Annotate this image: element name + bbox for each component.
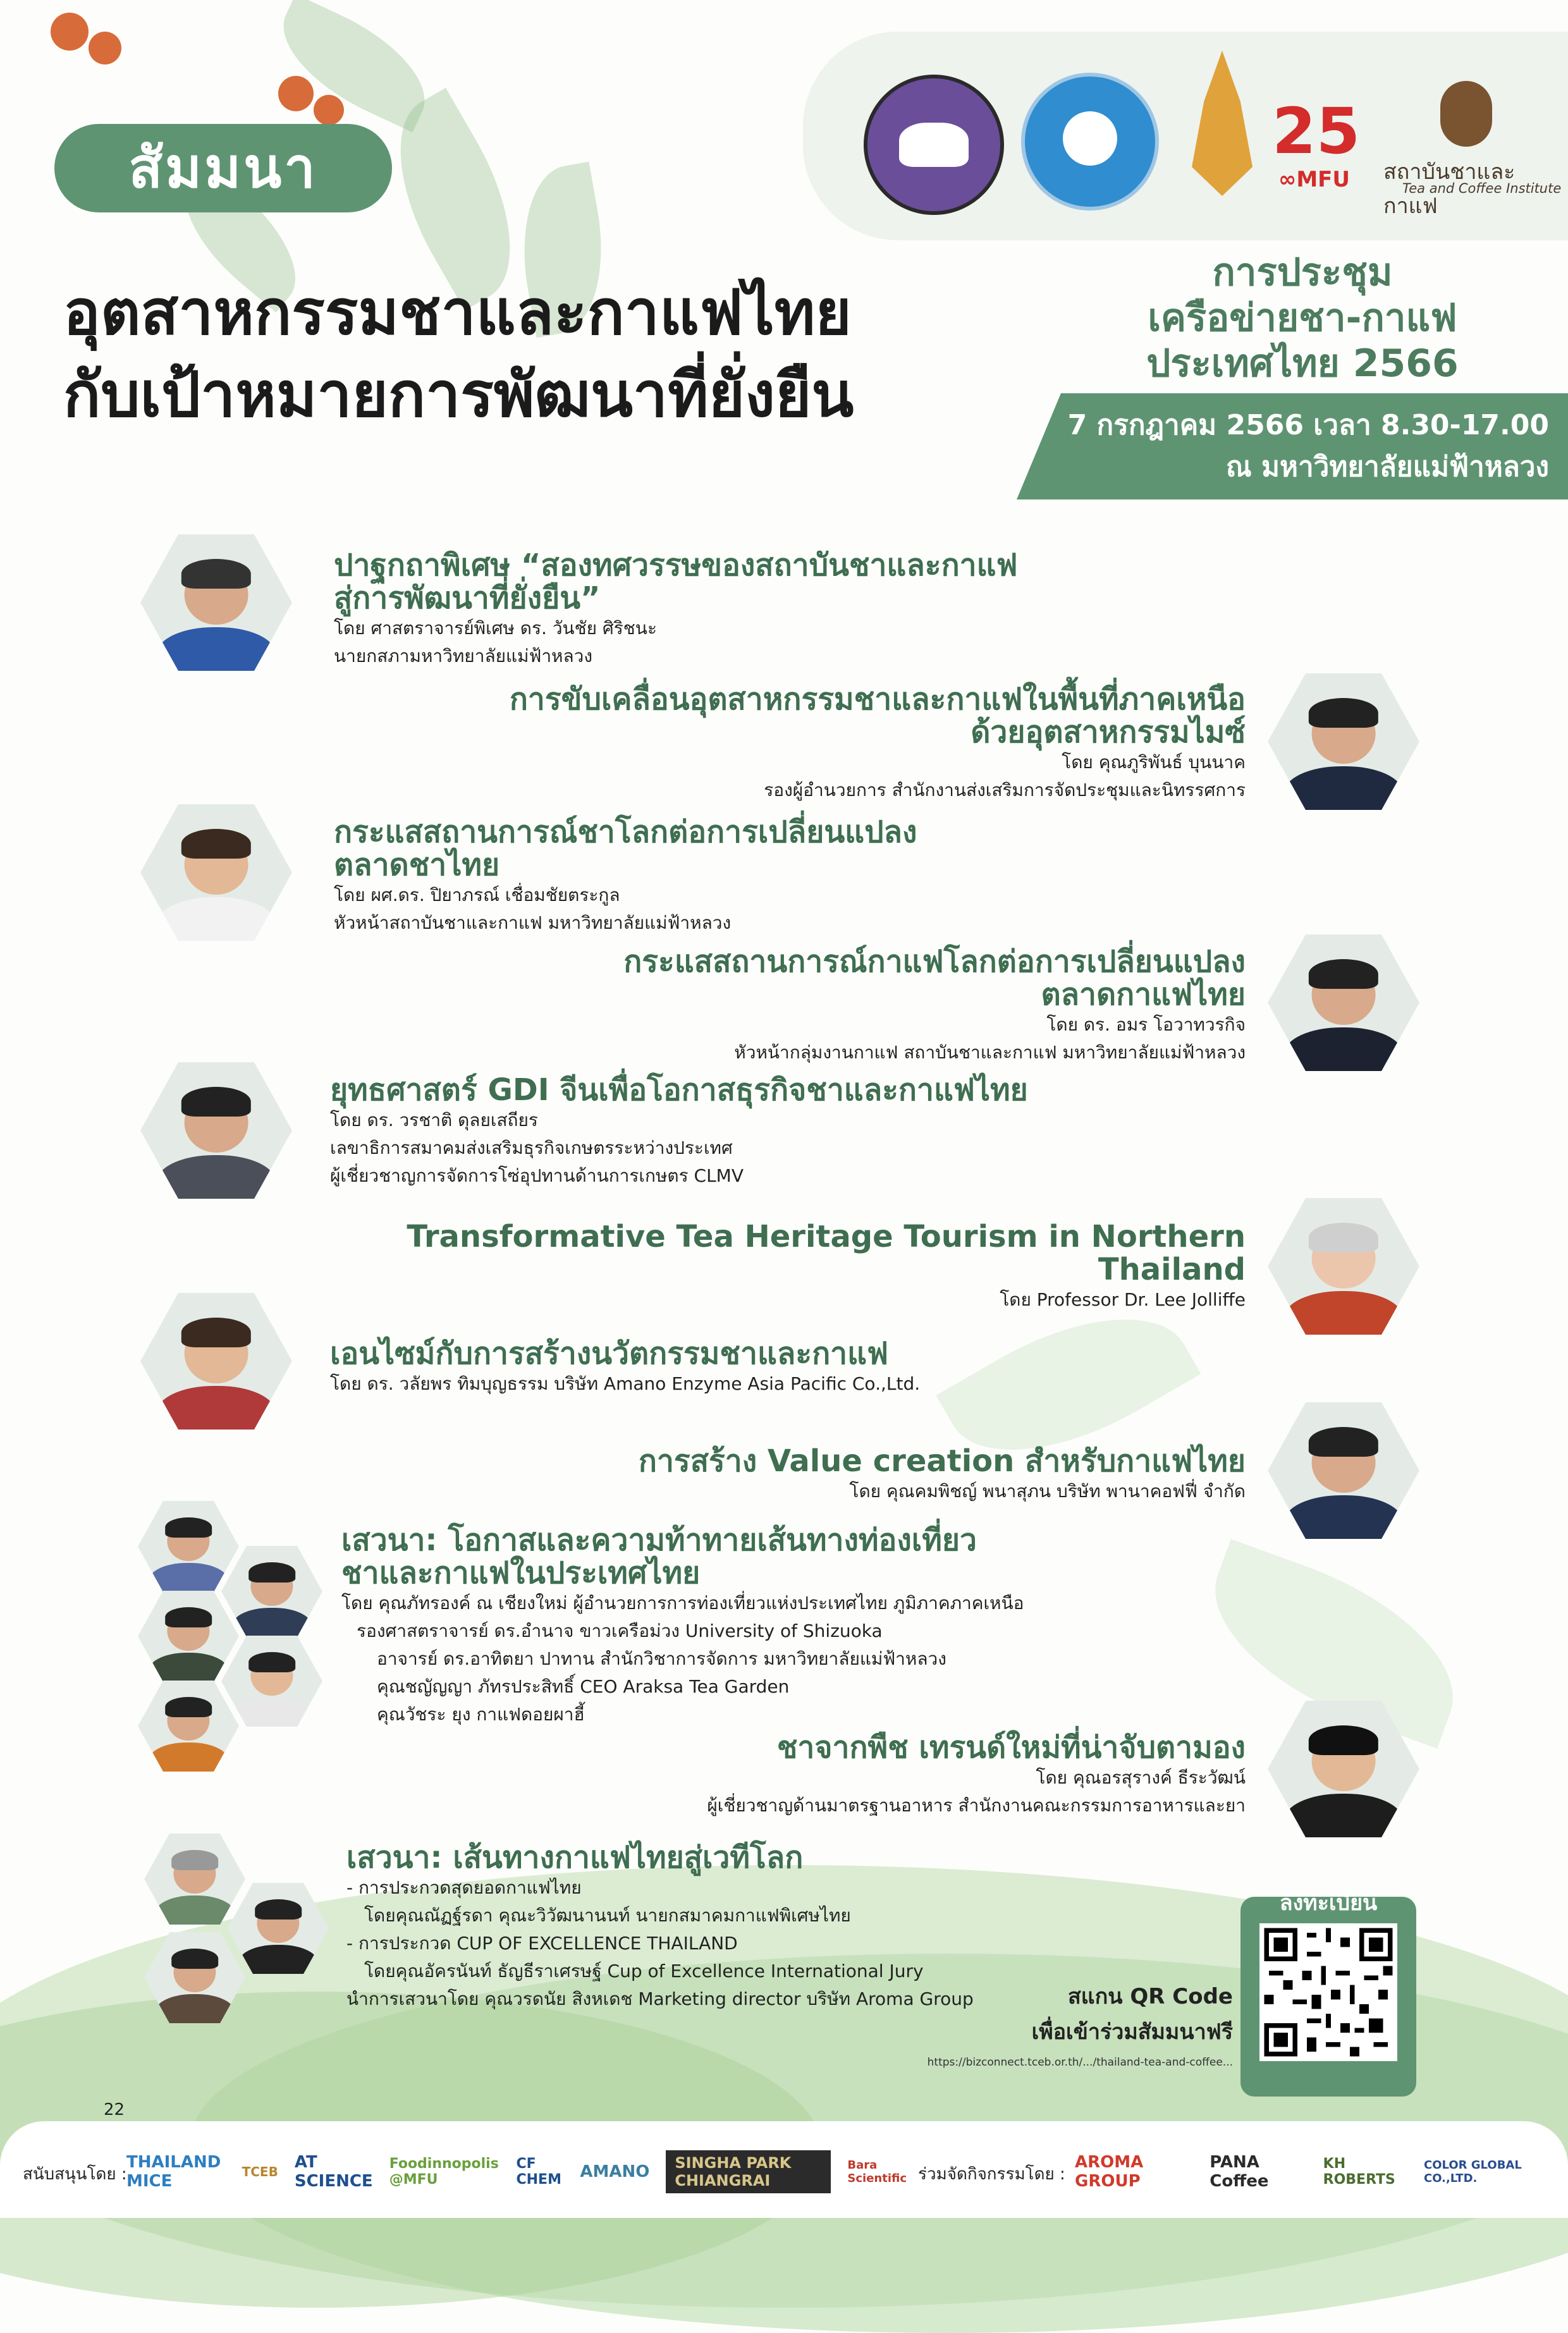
tci-thai-name: สถาบันชาและกาแฟ <box>1383 159 1516 219</box>
supported-by-label: สนับสนุนโดย : <box>23 2165 127 2184</box>
sponsor-logo: THAILAND MICE <box>126 2153 221 2191</box>
panelist-line: โดยคุณอัครนันท์ ธัญธีราเศรษฐ์ Cup of Excellence International Jury <box>364 1961 924 1981</box>
speaker-name: โดย ศาสตราจารย์พิเศษ ดร. วันชัย ศิริชนะ <box>334 618 657 639</box>
registration-label: ลงทะเบียน <box>1279 1890 1378 1916</box>
session-enzyme <box>330 1337 920 1398</box>
session-title: เสวนา: โอกาสและความท้าทายเส้นทางท่องเที่ยว <box>341 1522 977 1558</box>
speaker-photo <box>1268 1198 1419 1335</box>
sponsor-logo: PANA Coffee <box>1210 2153 1269 2191</box>
speaker-photo <box>1268 673 1419 810</box>
session-title: เอนไซม์กับการสร้างนวัตกรรมชาและกาแฟ <box>330 1336 889 1371</box>
session-title: การสร้าง Value creation สำหรับกาแฟไทย <box>638 1443 1246 1479</box>
speaker-photo <box>140 1062 292 1199</box>
speaker-photo <box>1268 934 1419 1071</box>
coffee-berry-decoration <box>89 32 121 64</box>
panelist-photo <box>144 1834 245 1925</box>
session-title: Transformative Tea Heritage Tourism in Northern <box>407 1219 1246 1254</box>
session-world-coffee <box>623 945 1246 1067</box>
speaker-photo <box>1268 1402 1419 1539</box>
panelist-line: - การประกวด CUP OF EXCELLENCE THAILAND <box>346 1933 738 1954</box>
page-title: อุตสาหกรรมชาและกาแฟไทย กับเป้าหมายการพัฒนาที่ยั่งยืน <box>63 277 854 431</box>
session-plant-tea <box>707 1731 1246 1820</box>
sponsor-logo: CF CHEM <box>516 2156 561 2188</box>
sponsor-logo: Bara Scientific <box>847 2158 907 2185</box>
panelist-photo <box>221 1546 322 1637</box>
coffee-berry-decoration <box>314 95 344 125</box>
speaker-name: โดย Professor Dr. Lee Jolliffe <box>1000 1289 1246 1310</box>
conference-title: การประชุม เครือข่ายชา-กาแฟ ประเทศไทย 2566 <box>1146 250 1459 386</box>
sponsor-logo: AROMA GROUP <box>1075 2153 1144 2191</box>
sponsor-logo: TCEB <box>242 2164 278 2179</box>
speaker-name: โดย ผศ.ดร. ปิยาภรณ์ เชื่อมชัยตระกูล <box>334 885 620 905</box>
sponsor-logo: Foodinnopolis @MFU <box>389 2156 499 2188</box>
session-title: ตลาดชาไทย <box>334 847 500 883</box>
panelist-line: รองศาสตราจารย์ ดร.อำนาจ ขาวเครือม่วง University of Shizuoka <box>357 1620 883 1641</box>
session-panel-world-stage <box>346 1841 974 2013</box>
date-venue: 7 กรกฎาคม 2566 เวลา 8.30-17.00 ณ มหาวิทยาลัยแม่ฟ้าหลวง <box>1067 409 1549 483</box>
panelist-line: - การประกวดสุดยอดกาแฟไทย <box>346 1877 582 1898</box>
speaker-position: ผู้เชี่ยวชาญด้านมาตรฐานอาหาร สำนักงานคณะกรรมการอาหารและยา <box>707 1795 1246 1816</box>
speaker-name: โดย ดร. วรชาติ ดุลยเสถียร <box>330 1110 538 1130</box>
ministry-of-tourism-logo <box>1021 73 1159 211</box>
speaker-photo <box>140 804 292 941</box>
mfu-25-logo: 25 <box>1272 94 1361 168</box>
panelist-line: อาจารย์ ดร.อาทิตยา ปาทาน สำนักวิชาการจัดการ มหาวิทยาลัยแม่ฟ้าหลวง <box>377 1648 946 1669</box>
panelist-line: คุณวัชระ ยุง กาแฟดอยผาฮี้ <box>377 1704 585 1725</box>
speaker-name: โดย คุณคมพิชญ์ พนาสุภน บริษัท พานาคอฟฟี่ จำกัด <box>849 1481 1246 1502</box>
session-title: สู่การพัฒนาที่ยั่งยืน” <box>334 580 601 616</box>
speaker-position: หัวหน้าสถาบันชาและกาแฟ มหาวิทยาลัยแม่ฟ้าหลวง <box>334 912 732 933</box>
sponsor-logo: KH ROBERTS <box>1323 2156 1395 2188</box>
session-title: ตลาดกาแฟไทย <box>1041 977 1246 1012</box>
session-keynote <box>334 549 1018 670</box>
speaker-name: โดย คุณอรสุรางค์ ธีระวัฒน์ <box>1036 1767 1246 1788</box>
sponsor-logo: AT SCIENCE <box>294 2153 373 2191</box>
speaker-name: โดย ดร. อมร โอวาทวรกิจ <box>1046 1014 1246 1035</box>
session-title: ปาฐกถาพิเศษ “สองทศวรรษของสถาบันชาและกาแฟ <box>334 548 1018 583</box>
session-panel-tourism <box>341 1524 1024 1729</box>
session-title: กระแสสถานการณ์ชาโลกต่อการเปลี่ยนแปลง <box>334 814 917 850</box>
co-organized-label: ร่วมจัดกิจกรรมโดย : <box>918 2165 1065 2184</box>
session-title: เสวนา: เส้นทางกาแฟไทยสู่เวทีโลก <box>346 1840 804 1875</box>
panelist-line: โดยคุณณัฏฐ์รดา คุณะวิวัฒนานนท์ นายกสมาคมกาแฟพิเศษไทย <box>364 1905 851 1926</box>
session-tea-heritage <box>407 1220 1246 1314</box>
panelist-photo <box>138 1591 239 1682</box>
session-value-creation <box>639 1445 1246 1505</box>
speaker-photo <box>140 1293 292 1430</box>
speaker-photo <box>140 534 292 671</box>
sponsor-logo: COLOR GLOBAL CO.,LTD. <box>1424 2158 1522 2185</box>
panelist-line: นำการเสวนาโดย คุณวรดนัย สิงหเดช Marketing director บริษัท Aroma Group <box>346 1988 974 2009</box>
session-gdi <box>330 1074 1028 1190</box>
speaker-name: โดย คุณภูริพันธ์ บุนนาค <box>1062 752 1246 773</box>
panelist-photo <box>138 1681 239 1772</box>
speaker-position: หัวหน้ากลุ่มงานกาแฟ สถาบันชาและกาแฟ มหาวิทยาลัยแม่ฟ้าหลวง <box>734 1042 1246 1063</box>
session-title: การขับเคลื่อนอุตสาหกรรมชาและกาแฟในพื้นที่ภาคเหนือ <box>509 682 1246 717</box>
panelist-photo <box>221 1636 322 1727</box>
session-world-tea <box>334 816 917 937</box>
speaker-name: โดย ดร. วลัยพร ทิมบุญธรรม บริษัท Amano Enzyme Asia Pacific Co.,Ltd. <box>330 1373 921 1394</box>
session-title: Thailand <box>1098 1252 1246 1287</box>
panelist-line: คุณชญัญญา ภัทรประสิทธิ์ CEO Araksa Tea Garden <box>377 1676 790 1697</box>
qr-caption: สแกน QR Code เพื่อเข้าร่วมสัมมนาฟรี <box>1031 1984 1233 2045</box>
session-title: ยุทธศาสตร์ GDI จีนเพื่อโอกาสธุรกิจชาและกาแฟไทย <box>330 1072 1028 1108</box>
qr-code-icon[interactable] <box>1259 1923 1397 2061</box>
session-title: ชาและกาแฟในประเทศไทย <box>341 1555 701 1591</box>
seminar-badge: สัมมนา <box>54 124 392 212</box>
panelist-photo <box>138 1501 239 1592</box>
speaker-position: นายกสภามหาวิทยาลัยแม่ฟ้าหลวง <box>334 646 593 666</box>
session-title: กระแสสถานการณ์กาแฟโลกต่อการเปลี่ยนแปลง <box>623 944 1246 979</box>
coffee-berry-decoration <box>278 76 314 111</box>
sponsor-logo: AMANO <box>580 2162 650 2181</box>
session-mice <box>510 683 1246 804</box>
coffee-berry-decoration <box>51 13 89 51</box>
speaker-position: ผู้เชี่ยวชาญการจัดการโซ่อุปทานด้านการเกษตร CLMV <box>330 1165 744 1186</box>
sponsor-logos-left <box>126 2146 910 2197</box>
panelist-line: โดย คุณภัทรองค์ ณ เชียงใหม่ ผู้อำนวยการการท่องเที่ยวแห่งประเทศไทย ภูมิภาคภาคเหนือ <box>341 1593 1024 1614</box>
speaker-position: รองผู้อำนวยการ สำนักงานส่งเสริมการจัดประชุมและนิทรรศการ <box>764 780 1246 800</box>
mfu-logo-text: ∞MFU <box>1278 167 1350 192</box>
registration-url[interactable]: https://bizconnect.tceb.or.th/.../thailand-tea-and-coffee... <box>927 2056 1233 2069</box>
tci-english-name: Tea and Coffee Institute <box>1402 181 1562 196</box>
province-seal-logo <box>864 75 1004 215</box>
session-title: ชาจากพืช เทรนด์ใหม่ที่น่าจับตามอง <box>776 1730 1246 1765</box>
speaker-position: เลขาธิการสมาคมส่งเสริมธุรกิจเกษตรระหว่างประเทศ <box>330 1137 733 1158</box>
sponsor-logos-right <box>1075 2146 1555 2197</box>
sponsor-logo: SINGHA PARK CHIANGRAI <box>666 2150 831 2193</box>
session-title: ด้วยอุตสาหกรรมไมซ์ <box>971 714 1246 750</box>
page-number: 22 <box>104 2100 125 2119</box>
tea-coffee-institute-logo <box>1440 81 1492 147</box>
